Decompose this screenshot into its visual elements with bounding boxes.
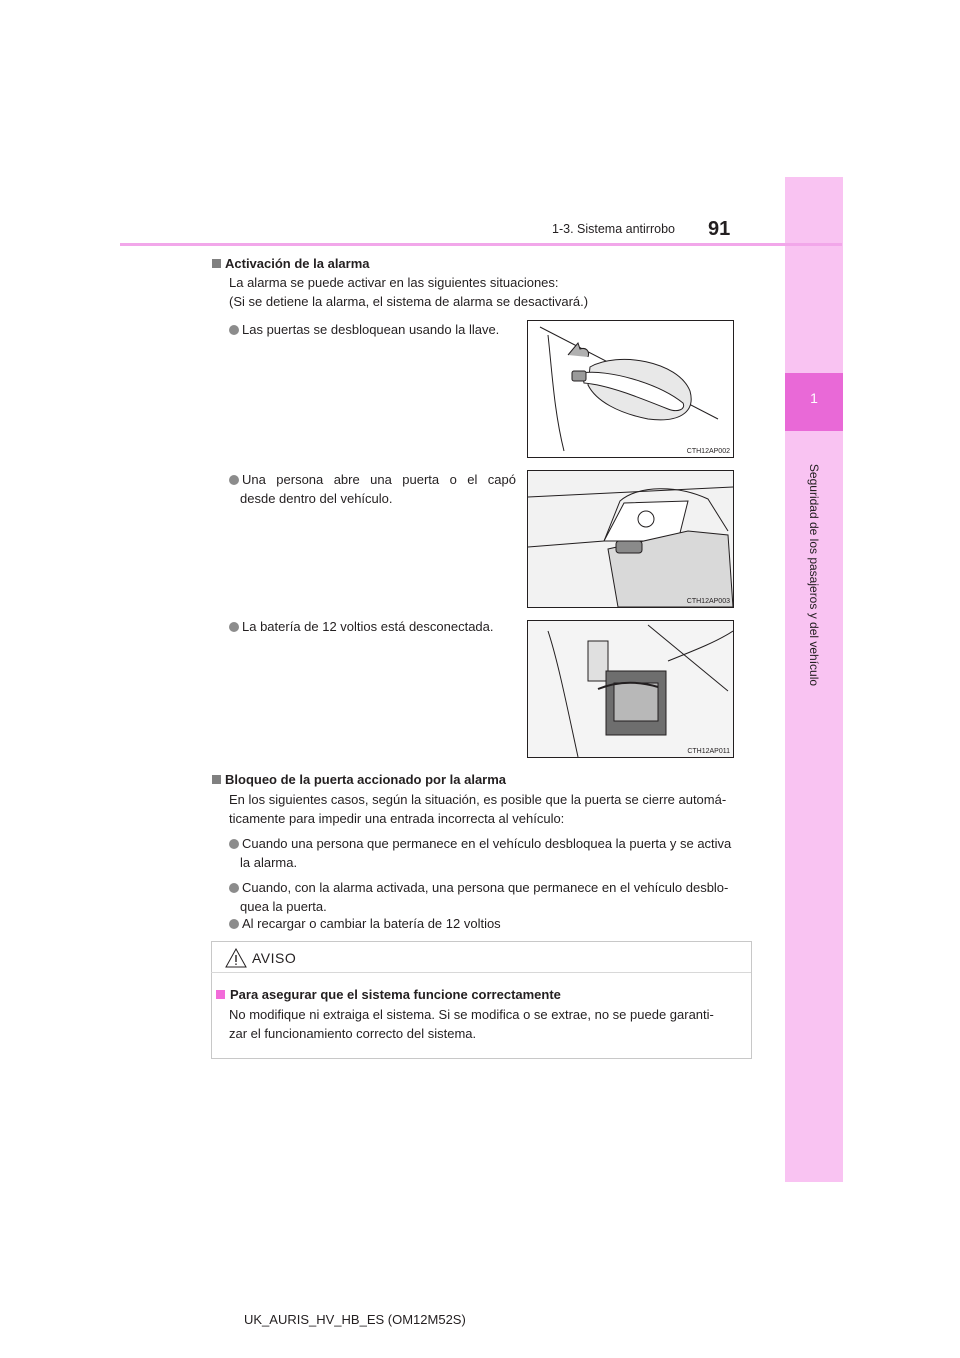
lock-item-2-line2: quea la puerta. (240, 899, 327, 914)
bullet-dot-icon (229, 839, 239, 849)
footer-manual-code: UK_AURIS_HV_HB_ES (OM12M52S) (244, 1312, 466, 1327)
bullet-dot-icon (229, 475, 239, 485)
chapter-number: 1 (810, 390, 818, 406)
page-number: 91 (708, 218, 731, 240)
square-bullet-icon (212, 775, 221, 784)
lock-item-3: Al recargar o cambiar la batería de 12 voltios (229, 914, 501, 934)
bullet-dot-icon (229, 919, 239, 929)
warning-title: AVISO (252, 950, 297, 966)
activation-item-3: La batería de 12 voltios está desconectada. (229, 617, 494, 637)
square-bullet-icon (212, 259, 221, 268)
activation-intro-line2: (Si se detiene la alarma, el sistema de alarma se desactivará.) (229, 294, 589, 309)
lock-item-1-line1: Cuando una persona que permanece en el vehículo desbloquea la puerta y se activa (229, 834, 731, 854)
square-bullet-icon (216, 990, 225, 999)
warning-line1: No modifique ni extraiga el sistema. Si se modifica o se extrae, no se puede garanti- (229, 1007, 714, 1022)
figure-code: CTH12AP011 (687, 748, 730, 755)
section-heading-lock: Bloqueo de la puerta accionado por la alarma (212, 770, 506, 790)
header-rule (120, 243, 842, 246)
section-heading-activation: Activación de la alarma (212, 254, 370, 274)
lock-intro-line2: ticamente para impedir una entrada incorrecta al vehículo: (229, 811, 565, 826)
bullet-dot-icon (229, 883, 239, 893)
lock-item-2-line1: Cuando, con la alarma activada, una persona que permanece en el vehículo desblo- (229, 878, 728, 898)
activation-item-2-line1: Una persona abre una puerta o el capó (229, 470, 516, 490)
bullet-dot-icon (229, 622, 239, 632)
figure-code: CTH12AP003 (686, 598, 730, 605)
lock-item-1-line2: la alarma. (240, 855, 298, 870)
chapter-title: Seguridad de los pasajeros y del vehículo (807, 463, 821, 687)
activation-item-2-line2: desde dentro del vehículo. (240, 491, 393, 506)
warning-divider (211, 972, 751, 973)
bullet-dot-icon (229, 325, 239, 335)
figure-code: CTH12AP002 (686, 448, 730, 455)
lock-intro-line1: En los siguientes casos, según la situación, es posible que la puerta se cierre automá- (229, 792, 727, 807)
warning-triangle-icon (225, 948, 247, 968)
figure-person-inside-vehicle (527, 470, 734, 608)
activation-item-1: Las puertas se desbloquean usando la llave. (229, 320, 499, 340)
warning-heading: Para asegurar que el sistema funcione correctamente (216, 985, 561, 1005)
warning-line2: zar el funcionamiento correcto del sistema. (229, 1026, 477, 1041)
activation-intro-line1: La alarma se puede activar en las siguientes situaciones: (229, 275, 559, 290)
figure-door-key-unlock (527, 320, 734, 458)
figure-12v-battery (527, 620, 734, 758)
section-title: 1-3. Sistema antirrobo (552, 222, 675, 236)
